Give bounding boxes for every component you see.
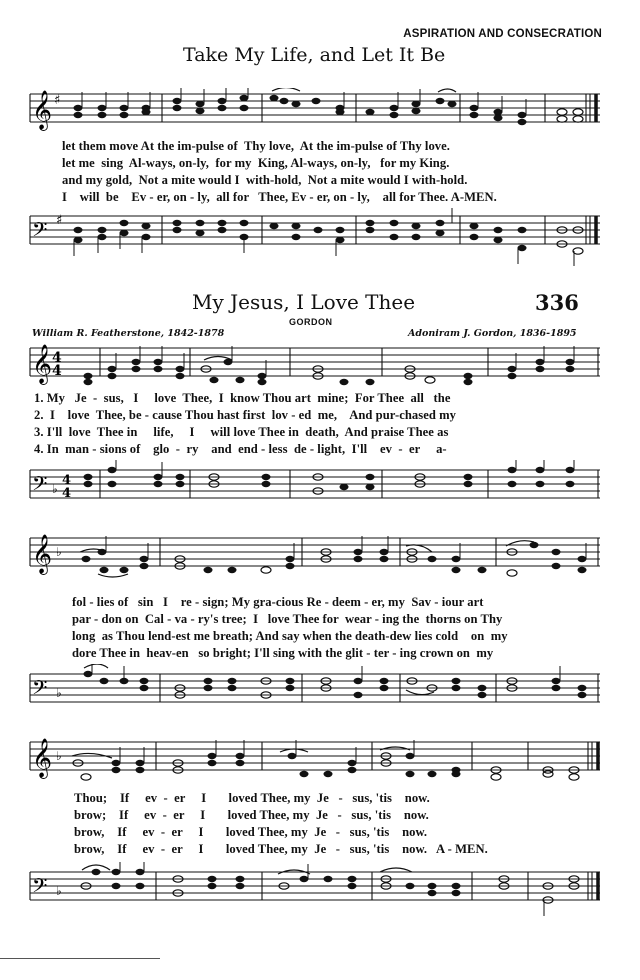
svg-text:𝄞: 𝄞 — [32, 90, 53, 130]
hymn-2-title: My Jesus, I Love Thee — [192, 290, 416, 314]
hymn-2-s3-verse-1: Thou; If ev - er I loved Thee, my Je - sus, 'tis now. — [74, 791, 430, 805]
hymn-1-verse-3: and my gold, Not a mite would I with-hold, Not a mite would I with-hold. — [62, 173, 468, 187]
hymn-2-s2-verse-3: long as Thou lend-est me breath; And say when the death-dew lies cold on my — [72, 629, 508, 643]
hymn-1-verse-2: let me sing Al-ways, on-ly, for my King, Al-ways, on-ly, for my King. — [62, 156, 450, 170]
hymn-2-s3-verse-4: brow, If ev - er I loved Thee, my Je - sus, 'tis now. A - MEN. — [74, 842, 488, 856]
footer-rule — [0, 958, 160, 959]
svg-text:♭: ♭ — [56, 686, 62, 700]
svg-text:♭: ♭ — [56, 749, 62, 763]
section-header: ASPIRATION AND CONSECRATION — [403, 28, 602, 40]
hymn-2-s2-verse-2: par - don on Cal - va - ry's tree; I love Thee for wear - ing the thorns on Thy — [72, 612, 503, 626]
hymn-2-s2-verse-1: fol - lies of sin I re - sign; My gra-cious Re - deem - er, my Sav - iour art — [72, 595, 484, 609]
hymn-2-s2-verse-4: dore Thee in heav-en so bright; I'll sing with the glit - ter - ing crown on my — [72, 646, 494, 660]
hymn-2-system-3-treble — [0, 734, 640, 794]
author-credit: William R. Featherstone, 1842-1878 — [32, 328, 225, 339]
svg-text:♯: ♯ — [54, 93, 61, 108]
svg-text:4: 4 — [62, 473, 72, 488]
hymn-2-s1-verse-2: 2. I love Thee, be - cause Thou hast first lov - ed me, And pur-chased my — [34, 408, 456, 422]
svg-text:♭: ♭ — [52, 482, 58, 496]
svg-text:𝄞: 𝄞 — [32, 344, 53, 384]
hymn-1-verse-1: let them move At the im-pulse of Thy love, At the im-pulse of Thy love. — [62, 139, 450, 153]
hymn-1-title: Take My Life, and Let It Be — [183, 44, 446, 66]
svg-text:𝄢: 𝄢 — [32, 676, 48, 704]
hymn-2-s1-verse-1: 1. My Je - sus, I love Thee, I know Thou art mine; For Thee all the — [34, 391, 451, 405]
svg-text:♭: ♭ — [56, 884, 62, 898]
svg-text:♭: ♭ — [56, 545, 62, 559]
hymn-2-s1-verse-4: 4. In man - sions of glo - ry and end - less de - light, I'll ev - er a- — [34, 442, 447, 456]
hymn-2-system-3-bass — [0, 862, 640, 922]
hymn-2-system-1-bass — [0, 460, 640, 520]
hymn-2-system-2-treble — [0, 530, 640, 590]
tune-name: GORDON — [289, 317, 333, 327]
time-signature-bottom: 4 — [52, 363, 62, 379]
time-signature-top: 4 — [52, 350, 62, 366]
composer-credit: Adoniram J. Gordon, 1836-1895 — [408, 328, 577, 339]
hymn-2-s3-verse-2: brow; If ev - er I loved Thee, my Je - sus, 'tis now. — [74, 808, 429, 822]
hymn-1-bass-staff — [0, 208, 640, 268]
svg-text:𝄢: 𝄢 — [32, 218, 48, 246]
hymn-2-s3-verse-3: brow, If ev - er I loved Thee, my Je - sus, 'tis now. — [74, 825, 428, 839]
hymn-2-s1-verse-3: 3. I'll love Thee in life, I will love Thee in death, And praise Thee as — [34, 425, 449, 439]
hymn-2-system-2-bass — [0, 664, 640, 724]
svg-text:♯: ♯ — [56, 213, 63, 228]
hymn-number: 336 — [535, 290, 579, 315]
svg-text:4: 4 — [62, 486, 72, 501]
svg-text:𝄢: 𝄢 — [32, 874, 48, 902]
svg-text:𝄞: 𝄞 — [32, 534, 53, 574]
svg-text:𝄞: 𝄞 — [32, 738, 53, 778]
svg-text:𝄢: 𝄢 — [32, 472, 48, 500]
hymn-1-verse-4: I will be Ev - er, on - ly, all for Thee, Ev - er, on - ly, all for Thee. A-MEN. — [62, 190, 497, 204]
